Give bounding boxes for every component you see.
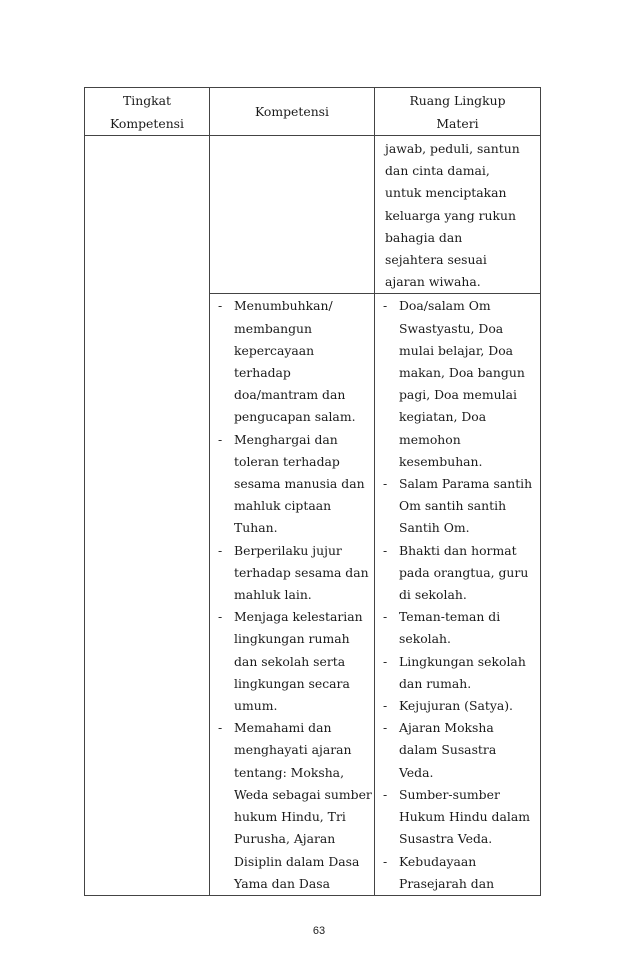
list-item bbox=[218, 429, 371, 540]
list-item-line bbox=[383, 739, 537, 761]
list-item-line bbox=[218, 451, 371, 473]
list-item-text: kesembuhan. bbox=[399, 453, 483, 469]
list-item-line bbox=[218, 784, 371, 806]
list-item bbox=[383, 717, 537, 784]
list-item-line bbox=[218, 540, 371, 562]
list-item-line bbox=[218, 562, 371, 584]
list-item-text: pada orangtua, guru bbox=[399, 564, 529, 580]
list-item bbox=[383, 473, 537, 540]
text-line: jawab, peduli, santun bbox=[385, 141, 520, 156]
list-item-text: hukum Hindu, Tri bbox=[234, 809, 346, 825]
list-item-line bbox=[218, 384, 371, 406]
list-item-text: umum. bbox=[234, 698, 278, 714]
table-row bbox=[85, 136, 541, 294]
list-item-line bbox=[383, 295, 537, 317]
list-item-line bbox=[383, 673, 537, 695]
materi-cell bbox=[375, 294, 541, 895]
list-item-line bbox=[218, 606, 371, 628]
list-item-text: menghayati ajaran bbox=[234, 742, 352, 758]
list-item bbox=[218, 717, 371, 895]
bullet-marker: - bbox=[218, 298, 223, 314]
kompetensi-cell-empty bbox=[210, 136, 375, 294]
table-header-row bbox=[85, 88, 541, 136]
list-item-line bbox=[218, 517, 371, 539]
bullet-marker: - bbox=[383, 653, 388, 669]
text-line: sejahtera sesuai bbox=[385, 252, 487, 268]
text-line: dan cinta damai, bbox=[385, 163, 490, 179]
list-item-line bbox=[218, 628, 371, 650]
header-text-line: Kompetensi bbox=[109, 115, 184, 131]
list-item-text: pagi, Doa memulai bbox=[399, 387, 517, 403]
list-item-line bbox=[383, 695, 537, 717]
text-line: ajaran wiwaha. bbox=[385, 274, 481, 290]
list-item-line bbox=[218, 651, 371, 673]
list-item-text: di sekolah. bbox=[399, 587, 467, 603]
list-item-line bbox=[218, 673, 371, 695]
list-item-text: Veda. bbox=[399, 764, 434, 780]
list-item-line bbox=[218, 495, 371, 517]
bullet-marker: - bbox=[383, 609, 388, 625]
list-item-line bbox=[383, 540, 537, 562]
list-item-text: dan sekolah serta bbox=[234, 653, 346, 669]
list-item-text: memohon bbox=[399, 431, 461, 447]
list-item-line bbox=[218, 851, 371, 873]
list-item-text: Doa/salam Om bbox=[399, 298, 491, 314]
tingkat-cell bbox=[85, 136, 210, 896]
list-item-line bbox=[383, 628, 537, 650]
list-item-text: Menjaga kelestarian bbox=[234, 609, 363, 625]
header-ruang-lingkup-materi bbox=[375, 88, 541, 136]
list-item-line bbox=[383, 362, 537, 384]
list-item-line bbox=[218, 717, 371, 739]
list-item-line bbox=[218, 739, 371, 761]
list-item-line bbox=[383, 451, 537, 473]
list-item-text: terhadap sesama dan bbox=[234, 564, 369, 580]
list-item bbox=[383, 540, 537, 607]
list-item-text: Bhakti dan hormat bbox=[399, 542, 517, 558]
list-item-text: Menumbuhkan/ bbox=[234, 298, 333, 314]
list-item-line bbox=[383, 651, 537, 673]
list-item-text: Sumber-sumber bbox=[399, 786, 500, 802]
bullet-marker: - bbox=[383, 853, 388, 869]
list-item-text: toleran terhadap bbox=[234, 453, 340, 469]
list-item-line bbox=[383, 606, 537, 628]
list-item-line bbox=[218, 340, 371, 362]
list-item-text: Menghargai dan bbox=[234, 431, 338, 447]
header-kompetensi bbox=[210, 88, 375, 136]
page-number: 63 bbox=[312, 925, 326, 937]
list-item-line bbox=[218, 873, 371, 895]
list-item-text: sesama manusia dan bbox=[234, 476, 365, 492]
list-item bbox=[383, 295, 537, 473]
header-text-line: Materi bbox=[436, 115, 479, 131]
header-text-line: Tingkat bbox=[122, 92, 171, 108]
list-item-line bbox=[218, 806, 371, 828]
text-line: untuk menciptakan bbox=[385, 185, 507, 201]
list-item-line bbox=[383, 340, 537, 362]
list-item-line bbox=[218, 762, 371, 784]
list-item bbox=[218, 295, 371, 428]
list-item-text: Teman-teman di bbox=[399, 609, 501, 625]
list-item-text: Ajaran Moksha bbox=[399, 720, 494, 736]
bullet-marker: - bbox=[383, 698, 388, 714]
list-item-text: makan, Doa bangun bbox=[399, 365, 525, 381]
list-item-line bbox=[218, 584, 371, 606]
list-item-text: Purusha, Ajaran bbox=[234, 831, 336, 847]
list-item-text: Berperilaku jujur bbox=[234, 542, 342, 558]
list-item-line bbox=[218, 473, 371, 495]
bullet-marker: - bbox=[218, 720, 223, 736]
list-item-line bbox=[383, 851, 537, 873]
list-item-line bbox=[218, 828, 371, 850]
list-item-text: Tuhan. bbox=[234, 520, 278, 536]
list-item-line bbox=[383, 717, 537, 739]
list-item-text: Om santih santih bbox=[399, 498, 507, 514]
list-item-line bbox=[383, 762, 537, 784]
list-item-text: Susastra Veda. bbox=[399, 831, 493, 847]
list-item-line bbox=[383, 473, 537, 495]
list-item-text: Weda sebagai sumber bbox=[234, 786, 372, 802]
list-item-text: kepercayaan bbox=[234, 342, 315, 358]
list-item-text: mulai belajar, Doa bbox=[399, 342, 514, 358]
header-text-line: Kompetensi bbox=[254, 104, 329, 119]
list-item-line bbox=[383, 584, 537, 606]
list-item-text: Prasejarah dan bbox=[399, 875, 495, 891]
text-line: keluarga yang rukun bbox=[385, 207, 516, 223]
list-item-text: pengucapan salam. bbox=[234, 409, 356, 425]
list-item-text: lingkungan secara bbox=[234, 675, 350, 691]
list-item-line bbox=[218, 318, 371, 340]
list-item-text: mahluk lain. bbox=[234, 587, 312, 603]
list-item bbox=[383, 851, 537, 895]
bullet-marker: - bbox=[383, 720, 388, 736]
list-item-text: terhadap bbox=[234, 365, 291, 381]
list-item-line bbox=[218, 406, 371, 428]
header-tingkat-kompetensi bbox=[85, 88, 210, 136]
list-item-line bbox=[383, 562, 537, 584]
list-item bbox=[383, 606, 537, 650]
list-item-text: Lingkungan sekolah bbox=[399, 653, 526, 669]
bullet-marker: - bbox=[218, 609, 223, 625]
bullet-marker: - bbox=[218, 542, 223, 558]
list-item bbox=[218, 606, 371, 717]
bullet-marker: - bbox=[383, 786, 388, 802]
list-item-text: sekolah. bbox=[399, 631, 451, 647]
list-item-line bbox=[218, 695, 371, 717]
list-item-line bbox=[218, 429, 371, 451]
list-item-text: Memahami dan bbox=[234, 720, 332, 736]
materi-cell-continued bbox=[375, 136, 541, 294]
list-item-line bbox=[383, 873, 537, 895]
list-item bbox=[383, 651, 537, 695]
list-item-line bbox=[218, 295, 371, 317]
competency-table bbox=[84, 87, 541, 896]
list-item-text: Disiplin dalam Dasa bbox=[234, 853, 360, 869]
list-item-text: tentang: Moksha, bbox=[234, 764, 345, 780]
bullet-marker: - bbox=[383, 298, 388, 314]
kompetensi-cell bbox=[210, 294, 375, 895]
list-item-text: kegiatan, Doa bbox=[399, 409, 487, 425]
bullet-marker: - bbox=[383, 476, 388, 492]
list-item-text: Hukum Hindu dalam bbox=[399, 809, 530, 825]
list-item-line bbox=[383, 495, 537, 517]
list-item-line bbox=[383, 318, 537, 340]
list-item-text: membangun bbox=[234, 320, 313, 336]
list-item-text: Salam Parama santih bbox=[399, 476, 533, 492]
list-item bbox=[383, 695, 537, 717]
list-item-text: Kejujuran (Satya). bbox=[399, 698, 513, 714]
list-item-text: dan rumah. bbox=[399, 675, 472, 691]
list-item-line bbox=[383, 784, 537, 806]
header-text-line: Ruang Lingkup bbox=[409, 92, 506, 108]
list-item-line bbox=[383, 384, 537, 406]
list-item-line bbox=[383, 806, 537, 828]
list-item-text: Yama dan Dasa bbox=[234, 875, 330, 891]
text-line: bahagia dan bbox=[385, 229, 463, 245]
list-item-line bbox=[383, 406, 537, 428]
list-item-line bbox=[383, 517, 537, 539]
list-item-line bbox=[218, 362, 371, 384]
list-item-text: mahluk ciptaan bbox=[234, 498, 332, 514]
list-item-text: dalam Susastra bbox=[399, 742, 497, 758]
bullet-marker: - bbox=[383, 542, 388, 558]
list-item-text: lingkungan rumah bbox=[234, 631, 350, 647]
list-item-line bbox=[383, 828, 537, 850]
list-item bbox=[218, 540, 371, 607]
list-item-text: Kebudayaan bbox=[399, 853, 477, 869]
list-item bbox=[383, 784, 537, 851]
bullet-marker: - bbox=[218, 431, 223, 447]
list-item-line bbox=[383, 429, 537, 451]
list-item-text: Santih Om. bbox=[399, 520, 470, 536]
list-item-text: Swastyastu, Doa bbox=[399, 320, 504, 336]
list-item-text: doa/mantram dan bbox=[234, 387, 346, 403]
